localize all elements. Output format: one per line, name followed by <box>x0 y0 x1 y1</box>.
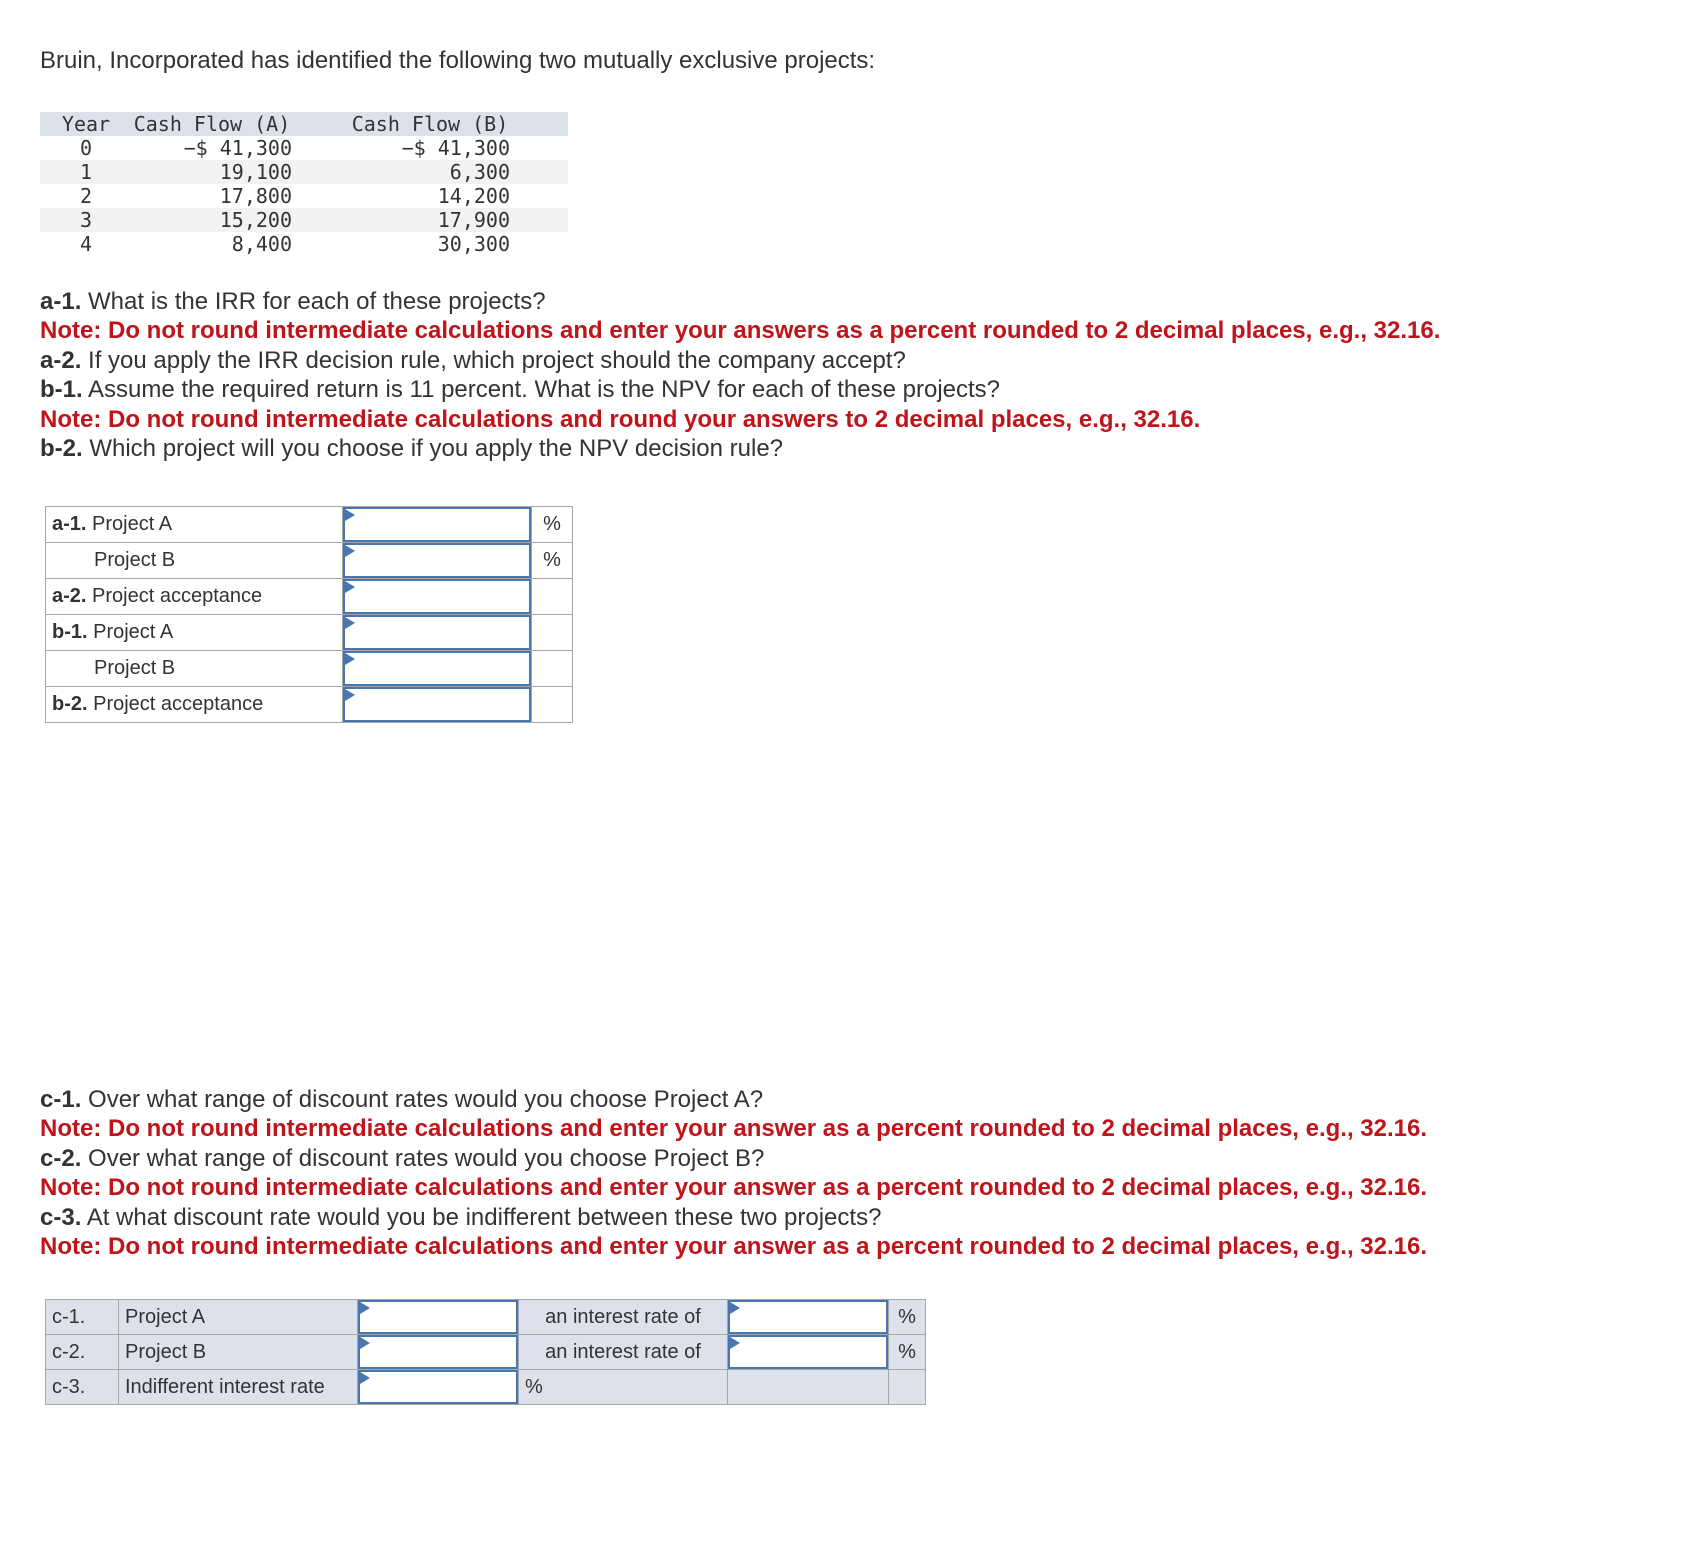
irr-acceptance-input[interactable] <box>345 581 529 612</box>
unit-label: % <box>532 543 573 579</box>
questions-c <box>40 1085 1427 1261</box>
unit-label: % <box>532 507 573 543</box>
flag-marker-icon <box>345 545 355 557</box>
table-row: 4 8,400 30,300 <box>79 232 510 256</box>
flag-marker-icon <box>730 1302 740 1314</box>
question-c2: c-2. Over what range of discount rates would you choose Project B? <box>40 1144 765 1172</box>
table-header-row <box>40 112 568 136</box>
flag-marker-icon <box>345 617 355 629</box>
question-b1: b-1. Assume the required return is 11 percent. What is the NPV for each of these projects? <box>40 376 1001 404</box>
npv-acceptance-input[interactable] <box>345 689 529 720</box>
note-c2: Note: Do not round intermediate calculations and enter your answer as a percent rounded to 2 decimal places, e.g., 32.16. <box>40 1174 1428 1202</box>
question-a2: a-2. If you apply the IRR decision rule, which project should the company accept? <box>40 346 906 374</box>
answer-row-b2: b-2. Project acceptance <box>46 687 573 723</box>
header-cash-flow-a: Cash Flow (A) <box>133 112 291 136</box>
answer-table-c <box>45 1299 926 1405</box>
header-year: Year <box>61 112 111 136</box>
answer-row-c3: c-3. Indifferent interest rate % <box>46 1370 926 1405</box>
flag-marker-icon <box>360 1372 370 1384</box>
answer-row-a2: a-2. Project acceptance <box>46 579 573 615</box>
note-b1: Note: Do not round intermediate calculations and round your answers to 2 decimal places, e.g., 32.16. <box>40 405 1201 433</box>
answer-row-b1-project-b: Project B <box>46 651 573 687</box>
flag-marker-icon <box>360 1302 370 1314</box>
flag-marker-icon <box>345 581 355 593</box>
answer-row-a1-project-a: a-1. Project A % <box>46 507 573 543</box>
irr-project-b-input[interactable] <box>345 545 529 576</box>
table-row: 1 19,100 6,300 <box>40 160 568 184</box>
c2-rate-input[interactable] <box>730 1337 886 1367</box>
c1-rate-input[interactable] <box>730 1302 886 1332</box>
flag-marker-icon <box>345 509 355 521</box>
problem-intro: Bruin, Incorporated has identified the following two mutually exclusive projects: <box>40 47 876 74</box>
c2-comparison-select[interactable] <box>360 1337 516 1367</box>
answer-row-a1-project-b: Project B % <box>46 543 573 579</box>
irr-project-a-input[interactable] <box>345 509 529 540</box>
header-cash-flow-b: Cash Flow (B) <box>351 112 509 136</box>
table-row: 0 −$ 41,300 −$ 41,300 <box>79 136 510 160</box>
question-b2: b-2. Which project will you choose if you apply the NPV decision rule? <box>40 435 784 463</box>
npv-project-a-input[interactable] <box>345 617 529 648</box>
note-c1: Note: Do not round intermediate calculations and enter your answer as a percent rounded to 2 decimal places, e.g., 32.16. <box>40 1115 1428 1143</box>
question-c1: c-1. Over what range of discount rates would you choose Project A? <box>40 1086 764 1113</box>
answer-row-c2: c-2. Project B an interest rate of % <box>46 1335 926 1370</box>
c1-comparison-select[interactable] <box>360 1302 516 1332</box>
questions-a-b <box>40 287 1440 463</box>
answer-row-c1: c-1. Project A an interest rate of % <box>46 1300 926 1335</box>
answer-table-a-b <box>45 506 573 723</box>
answer-row-b1-project-a: b-1. Project A <box>46 615 573 651</box>
c3-rate-input[interactable] <box>360 1372 516 1402</box>
flag-marker-icon <box>345 653 355 665</box>
table-row: 3 15,200 17,900 <box>40 208 568 232</box>
note-c3: Note: Do not round intermediate calculations and enter your answer as a percent rounded to 2 decimal places, e.g., 32.16. <box>40 1233 1428 1261</box>
table-row: 2 17,800 14,200 <box>79 184 510 208</box>
flag-marker-icon <box>345 689 355 701</box>
cash-flow-table <box>40 112 568 256</box>
question-c3: c-3. At what discount rate would you be indifferent between these two projects? <box>40 1203 882 1231</box>
flag-marker-icon <box>730 1337 740 1349</box>
question-a1: a-1. What is the IRR for each of these projects? <box>40 288 546 315</box>
npv-project-b-input[interactable] <box>345 653 529 684</box>
note-a1: Note: Do not round intermediate calculations and enter your answers as a percent rounded to 2 decimal places, e.g., 32.16. <box>40 317 1441 345</box>
flag-marker-icon <box>360 1337 370 1349</box>
